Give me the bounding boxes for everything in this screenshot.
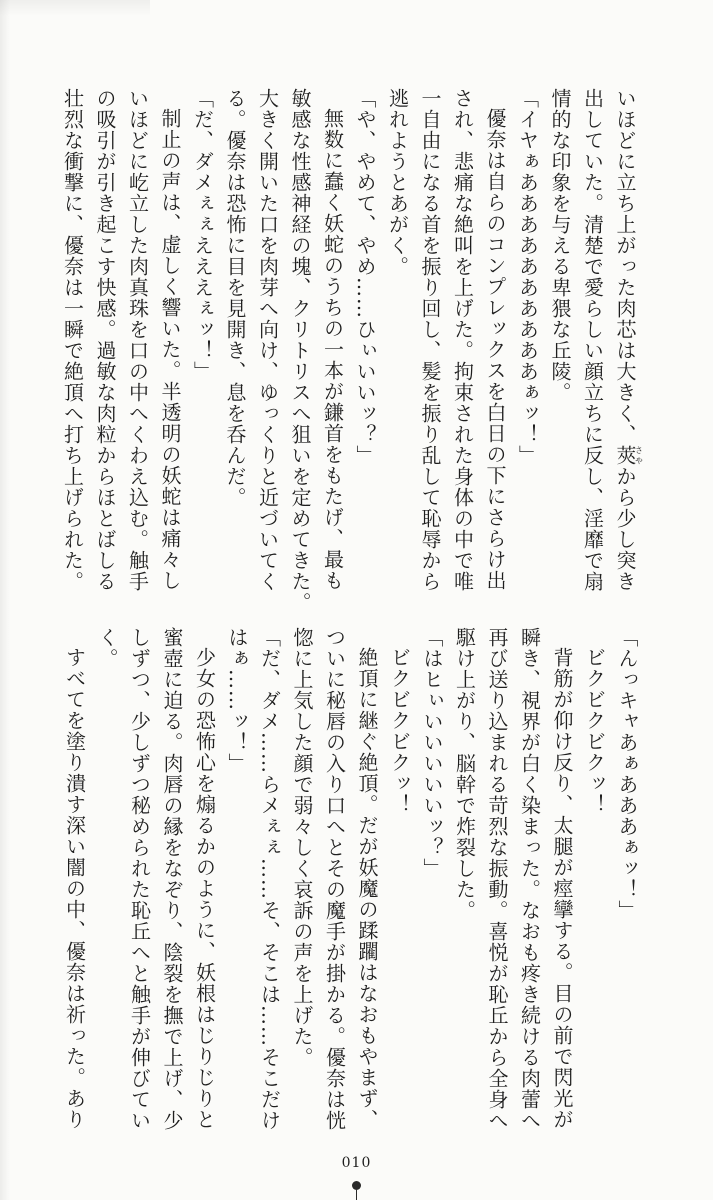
- text-line: 敏感な性感神経の塊、クリトリスへ狙いを定めてきた。: [288, 88, 312, 613]
- dialogue-line: はぁ……ッ！」: [225, 627, 249, 774]
- text-line: 一自由になる首を振り回し、髪を振り乱して恥辱から: [418, 88, 442, 592]
- paragraph-start-line: 優奈は自らのコンプレックスを白日の下にさらけ出: [483, 108, 507, 591]
- text-line: いほどに屹立した肉真珠を口の中へくわえ込む。触手: [125, 88, 150, 592]
- text-line: 再び送り込まれる苛烈な振動。喜悦が恥丘から全身へ: [485, 627, 509, 1131]
- paragraph-start-line: 絶頂に継ぐ絶頂。だが妖魔の蹂躙はなおもやまず、: [355, 647, 379, 1130]
- page-edge-shadow: [0, 0, 10, 1200]
- folio-dot-icon: [352, 1181, 361, 1190]
- paragraph-start-line: 制止の声は、虚しく響いた。半透明の妖蛇は痛々し: [158, 108, 182, 591]
- text-line: の吸引が引き起こす快感。過敏な肉粒からほとばしる: [93, 88, 117, 592]
- dialogue-line: 「だ、ダメ……らメぇぇ……そ、そこは……そこだけ: [257, 627, 282, 1131]
- text-line-with-ruby: いほどに立ち上がった肉芯は大きく、莢さやから少し突き: [613, 88, 644, 592]
- sound-effect-line: ビクビクビクッ！: [387, 647, 412, 815]
- text-line: 駆け上がり、脳幹で炸裂した。: [452, 627, 477, 921]
- paragraph-start-line: すべてを塗り潰す深い闇の中、優奈は祈った。あり: [62, 647, 87, 1130]
- dialogue-line: 「んっキャあぁあああぁッ！」: [615, 627, 639, 921]
- text-line: 惚に上気した顔で弱々しく哀訴の声を上げた。: [290, 627, 314, 1068]
- dialogue-line: 「や、やめて、やめ……ひぃいいッ？」: [353, 88, 377, 466]
- paragraph-start-line: 少女の恐怖心を煽るかのように、妖根はじりじりと: [192, 647, 217, 1130]
- text-line: 逃れようとあがく。: [385, 88, 410, 277]
- dialogue-line: 「はヒぃいいいいいッ？」: [420, 627, 444, 879]
- paragraph-start-line: 無数に蠢く妖蛇のうちの一本が鎌首をもたげ、最も: [320, 108, 345, 591]
- upper-text-block: [60, 88, 644, 613]
- ruby-annotation: 莢さや: [613, 445, 644, 466]
- text-line: ついに秘唇の入り口へとその魔手が掛かる。優奈は恍: [322, 627, 347, 1131]
- folio-rule: [356, 1190, 357, 1200]
- dialogue-line: 「イヤぁああああああああああぁッ！」: [515, 88, 540, 466]
- text-line: 情的な印象を与える卑猥な丘陵。: [548, 88, 572, 403]
- lower-text-block: [62, 627, 643, 1131]
- page-number: 010: [341, 1155, 372, 1171]
- text-line: 壮烈な衝撃に、優奈は一瞬で絶頂へ打ち上げられた。: [60, 88, 85, 592]
- dialogue-line: 「だ、ダメぇぇえええぇッ！」: [190, 88, 215, 382]
- paragraph-start-line: 背筋が仰け反り、太腿が痙攣する。目の前で閃光が: [550, 647, 574, 1130]
- text-line: く。: [95, 627, 119, 669]
- text-line: 大きく開いた口を肉芽へ向け、ゆっくりと近づいてく: [255, 88, 280, 592]
- text-line: 蜜壺に迫る。肉唇の縁をなぞり、陰裂を撫で上げ、少: [160, 627, 184, 1131]
- text-line: 出していた。清楚で愛らしい顔立ちに反し、淫靡で扇: [580, 88, 605, 592]
- text-line: しずつ、少しずつ秘められた恥丘へと触手が伸びてい: [127, 627, 152, 1131]
- text-line: され、悲痛な絶叫を上げた。拘束された身体の中で唯: [450, 88, 475, 592]
- text-line: る。優奈は恐怖に目を見開き、息を呑んだ。: [223, 88, 247, 508]
- page-top-shadow: [0, 0, 150, 16]
- text-line: 瞬き、視界が白く染まった。なおも疼き続ける肉蕾へ: [517, 627, 542, 1131]
- sound-effect-line: ビクビクビクッ！: [582, 647, 607, 815]
